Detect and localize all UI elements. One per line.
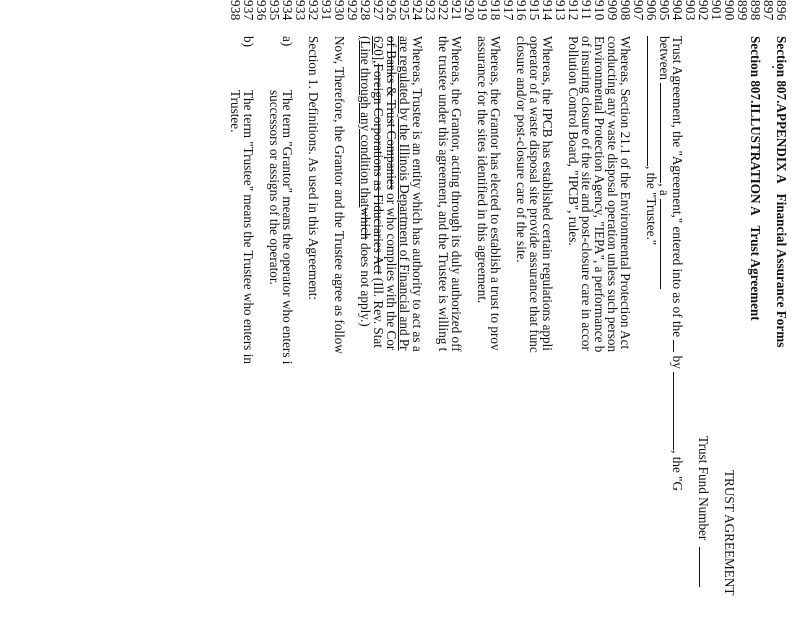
header-illustration [749, 36, 762, 618]
line-number: 909 [605, 0, 620, 21]
trust-fund-number-blank [699, 547, 710, 587]
header-appendix [775, 36, 788, 618]
line-number: 905 [657, 0, 672, 21]
line-930 [333, 0, 346, 618]
struck-text: which [358, 207, 373, 240]
header-illustration-section: Section 807.ILLUSTRATION A [748, 36, 763, 216]
line-number: 932 [306, 0, 321, 21]
struck-text: Foreign Corporations as Fiduciaries Act [371, 63, 386, 275]
whereas-1-line: conducting any waste disposal operation unless such person [605, 36, 620, 353]
line-number: 920 [462, 0, 477, 21]
line-920 [463, 0, 476, 618]
line-number: 924 [410, 0, 425, 21]
line-number: 933 [293, 0, 308, 21]
line-915 [528, 0, 541, 618]
header-appendix-title: Financial Assurance Forms [774, 193, 789, 348]
definition-a-line: successors or assigns of the operator. [267, 90, 282, 285]
line-number: 911 [579, 0, 594, 21]
definition-a-label: a) [280, 36, 295, 47]
line-927 [372, 0, 385, 618]
line-903 [684, 0, 697, 618]
line-897 [762, 0, 775, 618]
definition-b-line: Trustee. [228, 90, 243, 133]
grantor-name-blank [673, 372, 684, 450]
line-number: 899 [735, 0, 750, 21]
line-907 [632, 0, 645, 618]
grantor-blank [660, 83, 671, 183]
line-number: 912 [566, 0, 581, 21]
line-898 [749, 0, 762, 618]
line-number: 908 [618, 0, 633, 21]
line-number: 910 [592, 0, 607, 21]
whereas-5-line: are regulated by the Illinois Department of Financial and Pr [397, 36, 412, 351]
line-908 [619, 0, 632, 618]
whereas-1-line: of insuring closure of the site and post-closure care in accor [579, 36, 594, 351]
line-931 [320, 0, 333, 618]
whereas-2-line: closure and/or post-closure care of the site. [514, 36, 529, 263]
line-number: 900 [722, 0, 737, 21]
line-number: 904 [670, 0, 685, 21]
line-937 [242, 0, 255, 618]
line-number: 938 [228, 0, 243, 21]
line-923 [424, 0, 437, 618]
intro-line-2 [658, 36, 671, 618]
intro-text-between: between [657, 36, 672, 80]
definition-b-label: b) [241, 36, 256, 47]
line-number: 898 [748, 0, 763, 21]
intro-text-by: by [670, 355, 685, 369]
line-number: 901 [709, 0, 724, 21]
line-932 [307, 0, 320, 618]
line-896 [775, 0, 788, 618]
line-925 [398, 0, 411, 618]
trust-fund-number-line [697, 436, 710, 618]
line-number: 926 [384, 0, 399, 21]
line-906 [645, 0, 658, 618]
section-1-heading: Section 1. Definitions. As used in this Agreement: [306, 36, 321, 301]
line-number: 935 [267, 0, 282, 21]
line-909 [606, 0, 619, 618]
line-926 [385, 0, 398, 618]
date-blank [673, 340, 684, 352]
line-number: 903 [683, 0, 698, 21]
line-934 [281, 0, 294, 618]
intro-text-a: , a [657, 183, 672, 196]
line-935 [268, 0, 281, 618]
trust-fund-number-label: Trust Fund Number [696, 436, 711, 541]
whereas-2-line: operator of a waste disposal site provide assurance that func [527, 36, 542, 353]
line-905 [658, 0, 671, 618]
whereas-1-line: Pollution Control Board, "IPCB", rules. [566, 36, 581, 246]
scan-speck [772, 66, 774, 68]
line-number: 930 [332, 0, 347, 21]
whereas-5-text: does not apply.) [358, 239, 373, 327]
header-illustration-title: Trust Agreement [748, 225, 763, 321]
whereas-2-line: Whereas, the IPCB has established certain regulations appli [540, 36, 555, 351]
line-928 [359, 0, 372, 618]
line-921 [450, 0, 463, 618]
inserted-text: (Line through any condition that [358, 36, 373, 208]
line-922 [437, 0, 450, 618]
line-904 [671, 0, 684, 618]
intro-line-1 [671, 36, 684, 618]
line-number: 919 [475, 0, 490, 21]
whereas-4-line: Whereas, the Grantor, acting through its duly authorized off [449, 36, 464, 352]
line-number: 896 [774, 0, 789, 21]
line-number: 916 [514, 0, 529, 21]
line-number: 906 [644, 0, 659, 21]
line-918 [489, 0, 502, 618]
line-number: 937 [241, 0, 256, 21]
line-number: 907 [631, 0, 646, 21]
line-number: 927 [371, 0, 386, 21]
whereas-3-line: assurance for the sites identified in this agreement. [475, 36, 490, 304]
line-number: 921 [449, 0, 464, 21]
line-916 [515, 0, 528, 618]
trustee-name-blank [647, 36, 658, 166]
line-899 [736, 0, 749, 618]
line-911 [580, 0, 593, 618]
whereas-3-line: Whereas, the Grantor has elected to establish a trust to prov [488, 36, 503, 351]
line-913 [554, 0, 567, 618]
line-number: 922 [436, 0, 451, 21]
line-900 [723, 0, 736, 618]
line-number: 929 [345, 0, 360, 21]
definition-b-line: The term "Trustee" means the Trustee who enters in [241, 90, 256, 364]
line-919 [476, 0, 489, 618]
line-901 [710, 0, 723, 618]
now-therefore-line: Now, Therefore, the Grantor and the Trustee agree as follow [332, 36, 347, 354]
inserted-text: 620], [371, 36, 386, 64]
whereas-5-text: (Ill. Rev. Stat [371, 274, 386, 348]
intro-text-1: Trust Agreement, the "Agreement," entered into as of the [670, 36, 685, 338]
line-number: 915 [527, 0, 542, 21]
whereas-5-line [359, 36, 372, 618]
whereas-5-text: or who complies with the Cor [384, 189, 399, 351]
line-number: 897 [761, 0, 776, 21]
line-number: 902 [696, 0, 711, 21]
line-936 [255, 0, 268, 618]
line-number: 923 [423, 0, 438, 21]
line-933 [294, 0, 307, 618]
entity-blank [660, 199, 671, 289]
line-912 [567, 0, 580, 618]
line-902 [697, 0, 710, 618]
whereas-5-line [372, 36, 385, 618]
line-914 [541, 0, 554, 618]
whereas-5-line [385, 36, 398, 618]
intro-text-grantor: , the "G [670, 450, 685, 492]
struck-text: of Banks & Trust Companies [384, 36, 399, 190]
line-number: 925 [397, 0, 412, 21]
whereas-5-line: Whereas, Trustee is an entity which has authority to act as a [410, 36, 425, 352]
line-number: 914 [540, 0, 555, 21]
whereas-1-line: Environmental Protection Agency, "IEPA", a performance b [592, 36, 607, 353]
line-number: 936 [254, 0, 269, 21]
line-number: 934 [280, 0, 295, 21]
line-number: 913 [553, 0, 568, 21]
line-938 [229, 0, 242, 618]
line-910 [593, 0, 606, 618]
header-appendix-section: Section 807.APPENDIX A [774, 36, 789, 184]
line-number: 918 [488, 0, 503, 21]
whereas-1-line: Whereas, Section 21.1 of the Environmental Protection Act [618, 36, 633, 350]
line-929 [346, 0, 359, 618]
line-number: 928 [358, 0, 373, 21]
intro-text-trustee: , the "Trustee." [644, 166, 659, 246]
line-917 [502, 0, 515, 618]
definition-a-line: The term "Grantor" means the operator who enters i [280, 90, 295, 365]
intro-line-3 [645, 36, 658, 618]
line-number: 917 [501, 0, 516, 21]
line-number: 931 [319, 0, 334, 21]
line-924 [411, 0, 424, 618]
form-title: TRUST AGREEMENT [722, 470, 737, 596]
whereas-4-line: the trustee under this agreement, and the Trustee is willing t [436, 36, 451, 352]
